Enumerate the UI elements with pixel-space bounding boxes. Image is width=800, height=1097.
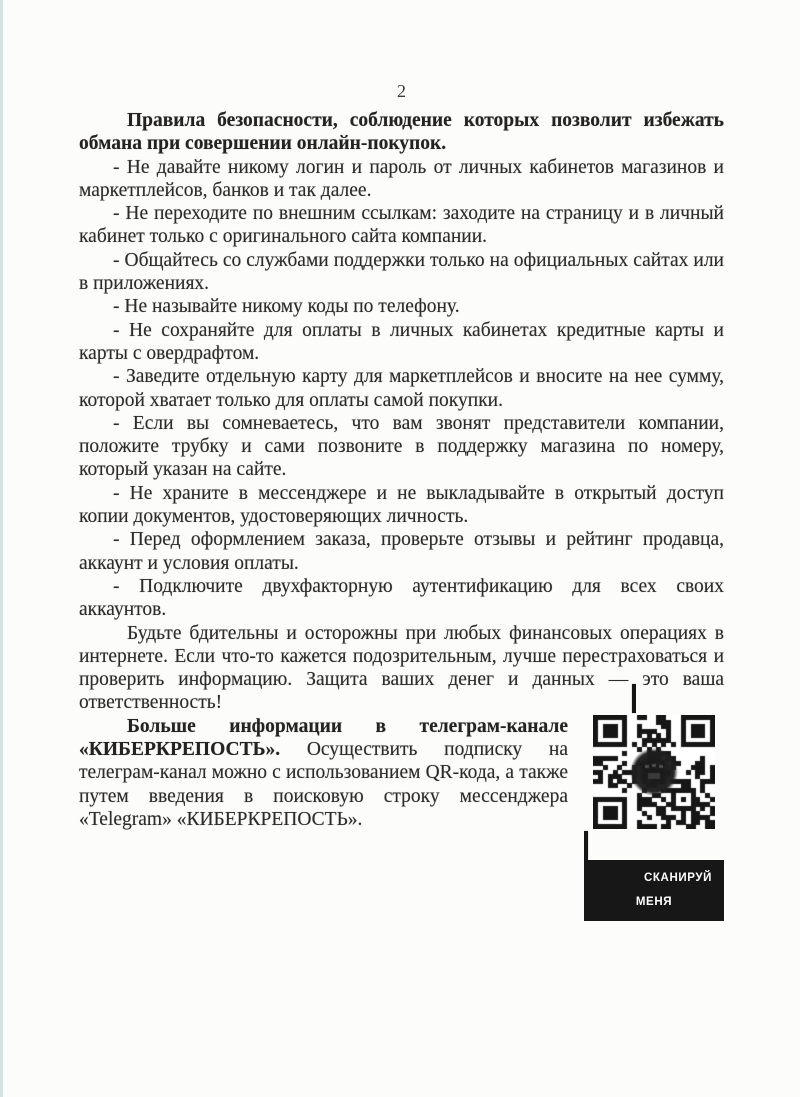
- rules-list: [79, 156, 724, 622]
- qr-frame: [584, 684, 724, 860]
- rule-item: - Не сохраняйте для оплаты в личных кабинетах кредитные карты и карты с овердрафтом.: [79, 319, 724, 364]
- qr-scan-label: СКАНИРУЙ МЕНЯ: [584, 860, 724, 921]
- page-number: 2: [397, 81, 406, 101]
- security-heading: Правила безопасности, соблюдение которых позволит избежать обмана при совершении онлайн-покупок.: [79, 110, 724, 155]
- rule-item: - Общайтесь со службами поддержки только на официальных сайтах или в приложениях.: [79, 249, 724, 295]
- telegram-bold-text: Больше информации в телеграм-канале «КИБЕРКРЕПОСТЬ».: [79, 715, 568, 761]
- vigilance-paragraph: Будьте бдительны и осторожны при любых финансовых операциях в интернете. Если что-то кажется подозрительным, лучше перестраховаться и проверить информацию. Защита ваших денег и данных — это ваша ответственность!: [79, 622, 724, 714]
- rule-item: - Не храните в мессенджере и не выкладывайте в открытый доступ копии документов, удостоверяющих личность.: [79, 482, 724, 528]
- rule-item: - Подключите двухфакторную аутентификацию для всех своих аккаунтов.: [79, 575, 724, 621]
- rule-item: - Перед оформлением заказа, проверьте отзывы и рейтинг продавца, аккаунт и условия оплаты.: [79, 529, 724, 574]
- telegram-paragraph: [79, 715, 724, 908]
- rule-item: - Не переходите по внешним ссылкам: заходите на страницу и в личный кабинет только с оригинального сайта компании.: [79, 203, 724, 248]
- qr-code: [593, 715, 715, 829]
- rule-item: - Не давайте никому логин и пароль от личных кабинетов магазинов и маркетплейсов, банков и так далее.: [79, 156, 724, 201]
- rule-item: - Не называйте никому коды по телефону.: [113, 296, 460, 318]
- rule-item: - Заведите отдельную карту для маркетплейсов и вносите на нее сумму, которой хватает только для оплаты самой покупки.: [79, 366, 724, 411]
- qr-card: [584, 687, 724, 921]
- telegram-regular-text: Осуществить подписку на телеграм-канал можно с использованием QR-кода, а также путем введения в поисковую строку мессенджера «Telegram» «КИБЕРКРЕПОСТЬ».: [79, 739, 568, 830]
- rule-item: - Если вы сомневаетесь, что вам звонят представители компании, положите трубку и сами позвоните в поддержку магазина по номеру, который указан на сайте.: [79, 412, 724, 481]
